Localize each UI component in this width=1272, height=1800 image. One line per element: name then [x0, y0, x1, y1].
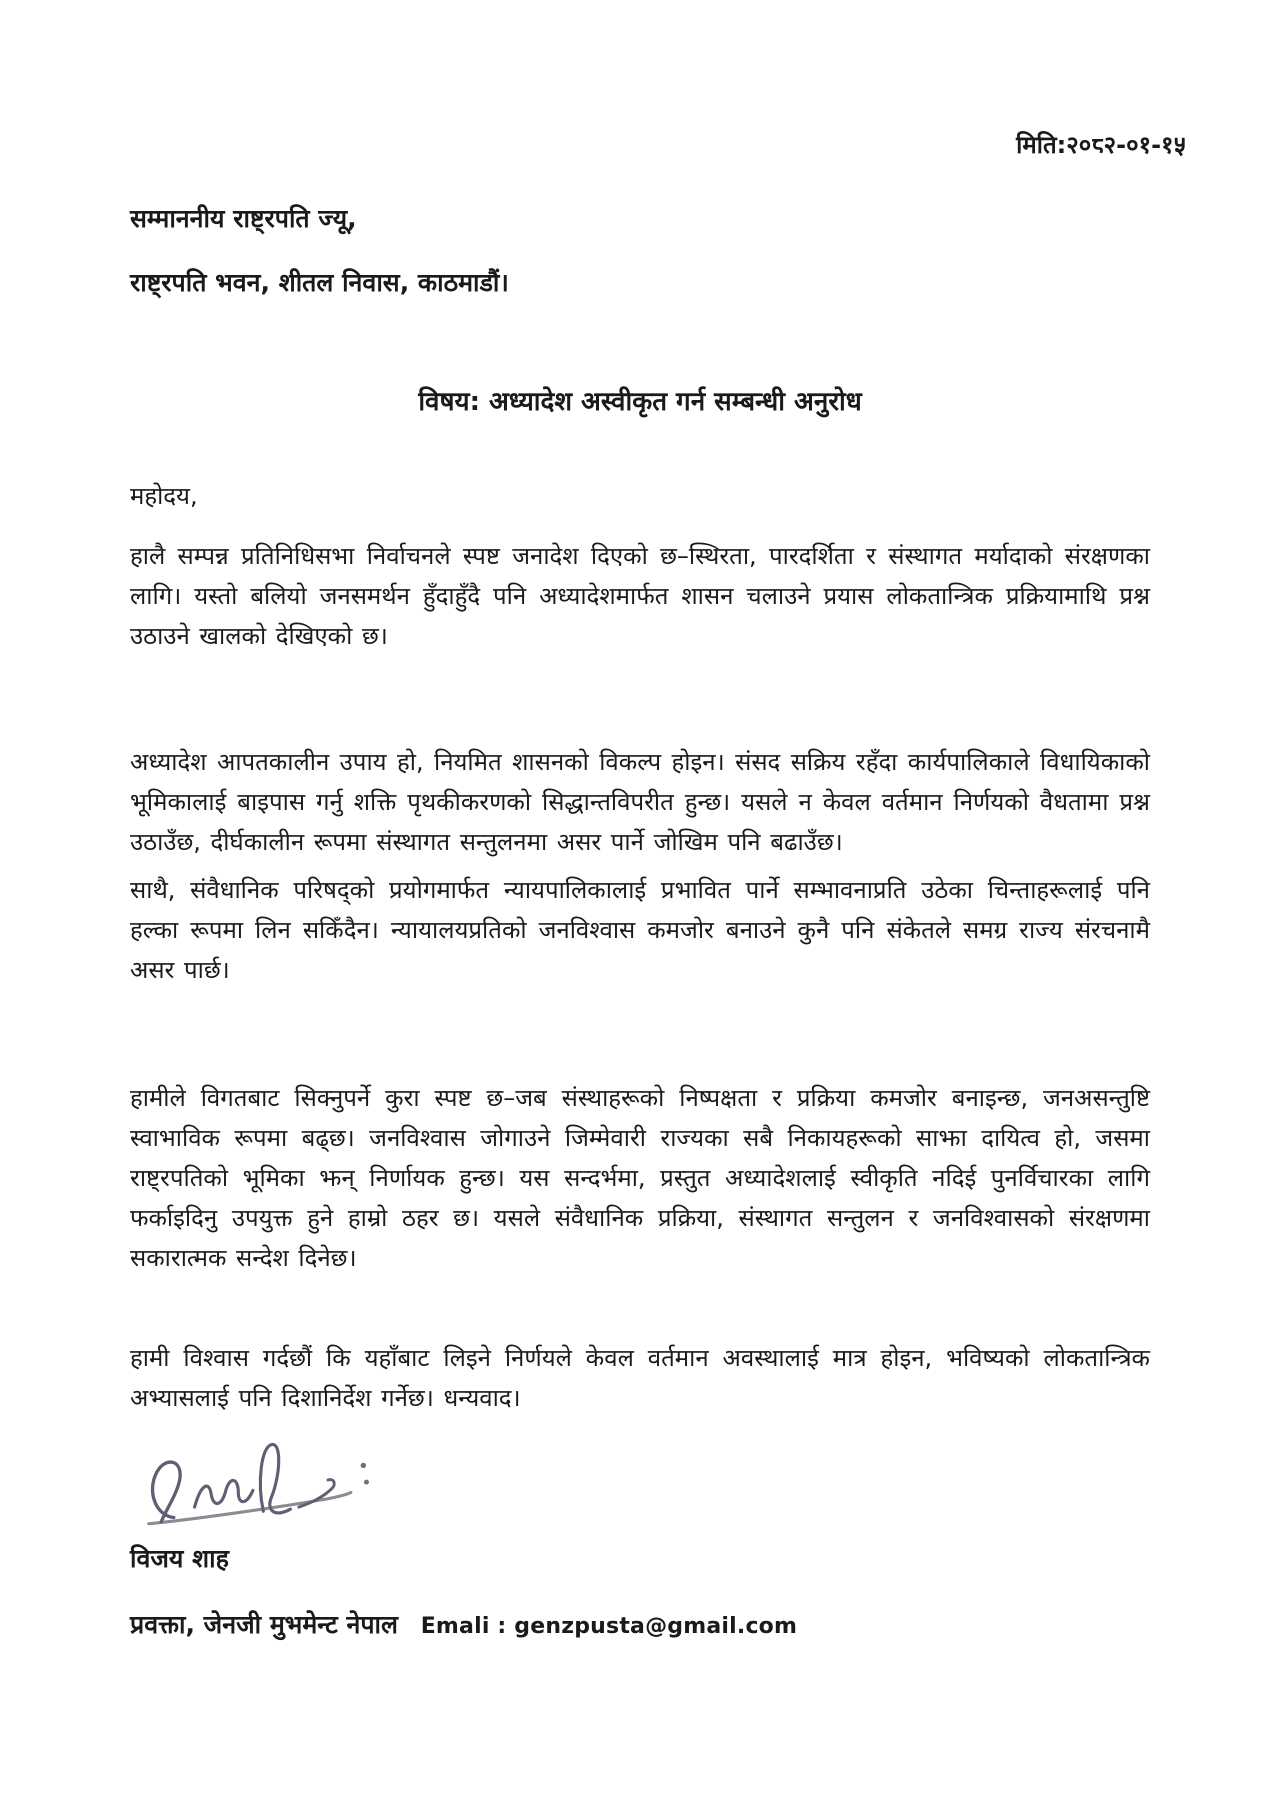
body-paragraph-3: साथै, संवैधानिक परिषद्को प्रयोगमार्फत न्यायपालिकालाई प्रभावित पार्ने सम्भावनाप्रति उठेका चिन्ताहरूलाई पनि हल्का रूपमा लिन सकिँदैन। न्यायालयप्रतिको जनविश्वास कमजोर बनाउने कुनै पनि संकेतले समग्र राज्य संरचनामै असर पार्छ।	[130, 876, 1150, 984]
recipient-name: सम्माननीय राष्ट्रपति ज्यू,	[130, 204, 357, 233]
salutation: महोदय,	[130, 482, 198, 510]
contact-email-text: Emali : genzpusta@gmail.com	[420, 1614, 798, 1639]
handwritten-signature-image	[130, 1430, 405, 1530]
subject-line: विषय: अध्यादेश अस्वीकृत गर्न सम्बन्धी अनुरोध	[418, 387, 862, 417]
body-paragraph-2: अध्यादेश आपतकालीन उपाय हो, नियमित शासनको विकल्प होइन। संसद सक्रिय रहँदा कार्यपालिकाले विधायिकाको भूमिकालाई बाइपास गर्नु शक्ति पृथकीकरणको सिद्धान्तविपरीत हुन्छ। यसले न केवल वर्तमान निर्णयको वैधतामा प्रश्न उठाउँछ, दीर्घकालीन रूपमा संस्थागत सन्तुलनमा असर पार्ने जोखिम पनि बढाउँछ।	[130, 748, 1150, 856]
letter-date: मिति:२०८२-०१-१५	[1016, 131, 1186, 159]
closing-paragraph: हामी विश्वास गर्दछौं कि यहाँबाट लिइने निर्णयले केवल वर्तमान अवस्थालाई मात्र होइन, भविष्यको लोकतान्त्रिक अभ्यासलाई पनि दिशानिर्देश गर्नेछ। धन्यवाद।	[130, 1344, 1150, 1412]
body-paragraph-1: हालै सम्पन्न प्रतिनिधिसभा निर्वाचनले स्पष्ट जनादेश दिएको छ–स्थिरता, पारदर्शिता र संस्थागत मर्यादाको संरक्षणका लागि। यस्तो बलियो जनसमर्थन हुँदाहुँदै पनि अध्यादेशमार्फत शासन चलाउने प्रयास लोकतान्त्रिक प्रक्रियामाथि प्रश्न उठाउने खालको देखिएको छ।	[130, 542, 1150, 650]
signatory-title: प्रवक्ता, जेनजी मुभमेन्ट नेपाल	[130, 1610, 398, 1639]
recipient-address: राष्ट्रपति भवन, शीतल निवास, काठमाडौं।	[130, 268, 509, 297]
body-paragraph-4: हामीले विगतबाट सिक्नुपर्ने कुरा स्पष्ट छ–जब संस्थाहरूको निष्पक्षता र प्रक्रिया कमजोर बनाइन्छ, जनअसन्तुष्टि स्वाभाविक रूपमा बढ्छ। जनविश्वास जोगाउने जिम्मेवारी राज्यका सबै निकायहरूको साझा दायित्व हो, जसमा राष्ट्रपतिको भूमिका झन् निर्णायक हुन्छ। यस सन्दर्भमा, प्रस्तुत अध्यादेशलाई स्वीकृति नदिई पुनर्विचारका लागि फर्काइदिनु उपयुक्त हुने हाम्रो ठहर छ। यसले संवैधानिक प्रक्रिया, संस्थागत सन्तुलन र जनविश्वासको संरक्षणमा सकारात्मक सन्देश दिनेछ।	[130, 1084, 1150, 1272]
signatory-name: विजय शाह	[130, 1544, 229, 1573]
signature-block	[130, 1430, 1150, 1530]
signatory-title-line	[130, 1608, 1150, 1644]
